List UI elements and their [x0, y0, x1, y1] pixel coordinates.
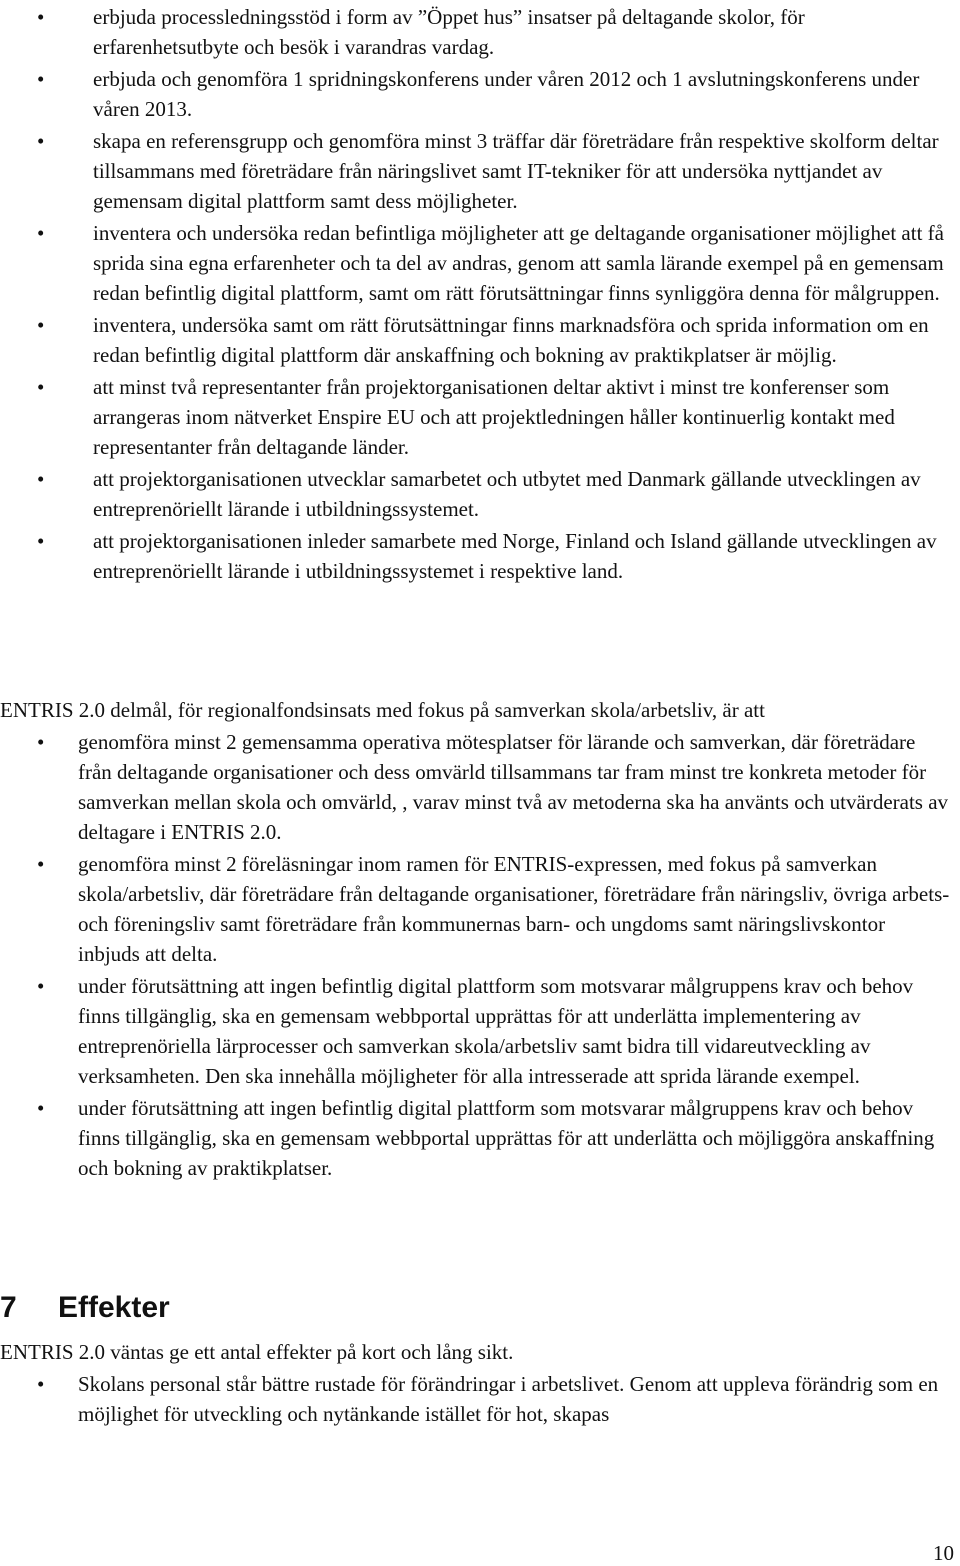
list-item	[0, 126, 960, 216]
list-item-text: skapa en referensgrupp och genomföra minst 3 träffar där företrädare från respektive skolform deltar tillsammans med företrädare från näringslivet samt IT-tekniker för att undersöka nyttjandet av gemensam digital plattform samt dess möjligheter.	[93, 129, 939, 213]
list-item	[0, 64, 960, 124]
effects-list	[0, 1369, 960, 1429]
bullet-icon: •	[37, 974, 45, 998]
section-title: Effekter	[58, 1291, 170, 1324]
list-item-text: inventera, undersöka samt om rätt förutsättningar finns marknadsföra och sprida information om en redan befintlig digital plattform där anskaffning och bokning av praktikplatser är möjlig.	[93, 313, 929, 367]
list-item-text: erbjuda processledningsstöd i form av ”Öppet hus” insatser på deltagande skolor, för erfarenhetsutbyte och besök i varandras vardag.	[93, 5, 805, 59]
bullet-icon: •	[37, 1372, 45, 1396]
project-activities-list	[0, 2, 960, 588]
list-item	[0, 372, 960, 462]
section-number: 7	[0, 1291, 17, 1324]
list-item	[0, 727, 960, 847]
list-item-text: att minst två representanter från projektorganisationen deltar aktivt i minst tre konferenser som arrangeras inom nätverket Enspire EU och att projektledningen håller kontinuerlig kontakt med representanter från deltagande länder.	[93, 375, 895, 459]
bullet-icon: •	[37, 313, 45, 337]
list-item-text: att projektorganisationen inleder samarbete med Norge, Finland och Island gällande utvecklingen av entreprenöriellt lärande i utbildningssystemet i respektive land.	[93, 529, 937, 583]
bullet-icon: •	[37, 1096, 45, 1120]
bullet-icon: •	[37, 852, 45, 876]
list-item	[0, 310, 960, 370]
bullet-icon: •	[37, 467, 45, 491]
list-item-text: Skolans personal står bättre rustade för förändringar i arbetslivet. Genom att uppleva förändrig som en möjlighet för utveckling och nytänkande istället för hot, skapas	[78, 1372, 939, 1426]
list-item-text: under förutsättning att ingen befintlig digital plattform som motsvarar målgruppens krav och behov finns tillgänglig, ska en gemensam webbportal upprättas för att underlätta implementering av entreprenöriella lärprocesser och samverkan skola/arbetsliv samt bidra till vidareutveckling av verksamheten. Den ska innehålla möjligheter för alla intresserade att sprida lärande exempel.	[78, 974, 914, 1088]
section-heading	[0, 1288, 170, 1328]
list-item-text: under förutsättning att ingen befintlig digital plattform som motsvarar målgruppens krav och behov finns tillgänglig, ska en gemensam webbportal upprättas för att underlätta och möjliggöra anskaffning och bokning av praktikplatser.	[78, 1096, 935, 1180]
list-item	[0, 1093, 960, 1183]
list-item	[0, 1369, 960, 1429]
bullet-icon: •	[37, 221, 45, 245]
list-item-text: att projektorganisationen utvecklar samarbetet och utbytet med Danmark gällande utvecklingen av entreprenöriellt lärande i utbildningssystemet.	[93, 467, 921, 521]
list-item	[0, 849, 960, 969]
bullet-icon: •	[37, 730, 45, 754]
list-item-text: genomföra minst 2 föreläsningar inom ramen för ENTRIS-expressen, med fokus på samverkan skola/arbetsliv, där företrädare från deltagande organisationer, företrädare från näringsliv, övriga arbets- och föreningsliv samt företrädare från kommunernas barn- och ungdoms samt näringslivskontor inbjuds att delta.	[78, 852, 950, 966]
bullet-icon: •	[37, 129, 45, 153]
bullet-icon: •	[37, 5, 45, 29]
list-item-text: genomföra minst 2 gemensamma operativa mötesplatser för lärande och samverkan, där företrädare från deltagande organisationer och dess omvärld tillsammans tar fram minst tre konkreta metoder för samverkan mellan skola och omvärld, , varav minst två av metoderna ska ha använts och utvärderats av deltagare i ENTRIS 2.0.	[78, 730, 949, 844]
list-item	[0, 971, 960, 1091]
list-item	[0, 2, 960, 62]
bullet-icon: •	[37, 529, 45, 553]
bullet-icon: •	[37, 375, 45, 399]
subgoals-intro-paragraph: ENTRIS 2.0 delmål, för regionalfondsinsats med fokus på samverkan skola/arbetsliv, är att	[0, 698, 765, 722]
bullet-icon: •	[37, 67, 45, 91]
list-item-text: inventera och undersöka redan befintliga möjligheter att ge deltagande organisationer möjlighet att få sprida sina egna erfarenheter och ta del av andras, genom att samla lärande exempel på en gemensam redan befintlig digital plattform, samt om rätt förutsättningar finns synliggöra denna för målgruppen.	[93, 221, 944, 305]
page-number: 10	[933, 1541, 954, 1565]
subgoals-list	[0, 727, 960, 1185]
list-item	[0, 526, 960, 586]
list-item	[0, 464, 960, 524]
effects-intro-paragraph: ENTRIS 2.0 väntas ge ett antal effekter på kort och lång sikt.	[0, 1340, 514, 1364]
list-item	[0, 218, 960, 308]
list-item-text: erbjuda och genomföra 1 spridningskonferens under våren 2012 och 1 avslutningskonferens under våren 2013.	[93, 67, 920, 121]
